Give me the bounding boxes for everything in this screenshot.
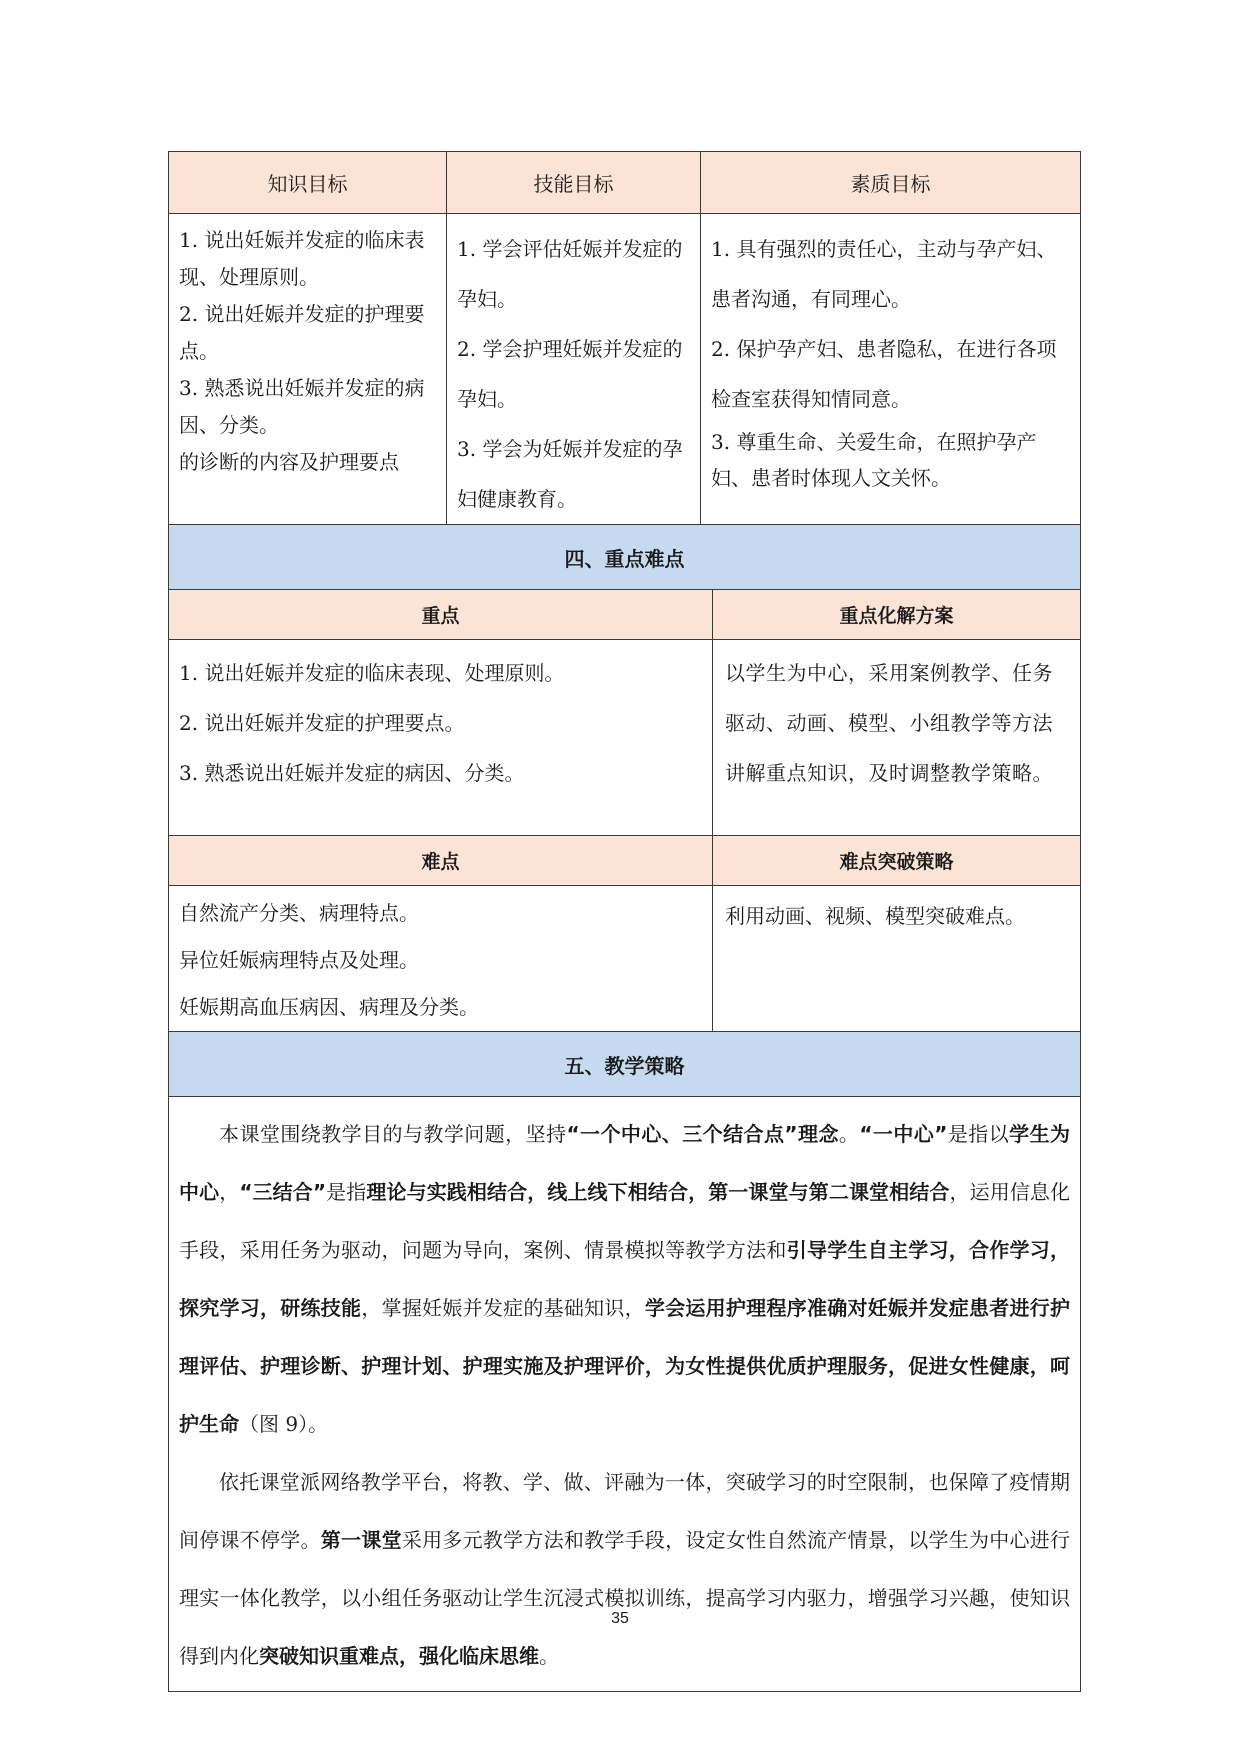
strategy-paragraph-2 [179, 1453, 1070, 1685]
body-text: 。 [539, 1644, 559, 1668]
difficult-point-item: 自然流产分类、病理特点。 [179, 901, 419, 925]
section-title-key-difficult: 四、重点难点 [169, 525, 1081, 590]
header-skill-goal: 技能目标 [447, 152, 701, 214]
knowledge-goal-item: 的诊断的内容及护理要点 [179, 450, 399, 474]
body-text: 是指以 [947, 1122, 1010, 1146]
key-point-item: 3. 熟悉说出妊娠并发症的病因、分类。 [179, 761, 525, 785]
key-point-item: 2. 说出妊娠并发症的护理要点。 [179, 711, 465, 735]
emphasis-text: 第一课堂 [320, 1528, 402, 1552]
header-key-points: 重点 [169, 590, 713, 640]
header-difficult-solution: 难点突破策略 [713, 836, 1081, 886]
body-text: 依托课堂派网络教学平台，将教、学、做、评融为一体，突破学习的时空限制，也保障了疫情期间停课不停学。 [179, 1470, 1070, 1552]
skill-goal-cell [447, 214, 701, 525]
knowledge-goal-item: 3. 熟悉说出妊娠并发症的病因、分类。 [179, 376, 425, 437]
header-difficult-points: 难点 [169, 836, 713, 886]
section-title-teaching-strategy: 五、教学策略 [169, 1032, 1081, 1097]
header-quality-goal: 素质目标 [701, 152, 1081, 214]
quality-goal-item: 2. 保护孕产妇、患者隐私，在进行各项检查室获得知情同意。 [711, 337, 1057, 411]
page-number: 35 [611, 1610, 629, 1627]
difficult-solution-cell: 利用动画、视频、模型突破难点。 [713, 886, 1081, 1032]
emphasis-text: “三结合” [239, 1180, 327, 1204]
emphasis-text: 突破知识重难点，强化临床思维 [259, 1644, 539, 1668]
body-text: 。 [838, 1122, 860, 1146]
body-text: （图 9）。 [239, 1412, 329, 1436]
skill-goal-item: 2. 学会护理妊娠并发症的孕妇。 [457, 337, 683, 411]
lesson-plan-table [168, 151, 1081, 1692]
emphasis-text: “一中心” [859, 1122, 948, 1146]
key-points-cell [169, 640, 713, 836]
knowledge-goal-item: 1. 说出妊娠并发症的临床表现、处理原则。 [179, 228, 425, 289]
body-text: 是指 [326, 1180, 367, 1204]
body-text: ， [219, 1180, 240, 1204]
emphasis-text: 理论与实践相结合，线上线下相结合，第一课堂与第二课堂相结合 [366, 1180, 950, 1204]
quality-goal-cell [701, 214, 1081, 525]
emphasis-text: 引导学生自主学习，合作学习，探究学习，研练技能 [179, 1238, 1071, 1320]
body-text: 采用多元教学方法和教学手段，设定女性自然流产情景，以学生为中心进行理实一体化教学，以小组任务驱动让学生沉浸式模拟训练，提高学习内驱力，增强学习兴趣，使知识得到内化 [179, 1528, 1071, 1668]
key-solution-cell: 以学生为中心，采用案例教学、任务驱动、动画、模型、小组教学等方法讲解重点知识，及时调整教学策略。 [713, 640, 1081, 836]
body-text: 本课堂围绕教学目的与教学问题，坚持 [219, 1122, 567, 1146]
document-page [168, 151, 1080, 1692]
quality-goal-item: 3. 尊重生命、关爱生命，在照护孕产妇、患者时体现人文关怀。 [711, 430, 1037, 490]
body-text: ，掌握妊娠并发症的基础知识， [361, 1296, 645, 1320]
emphasis-text: 学会运用护理程序准确对妊娠并发症患者进行护理评估、护理诊断、护理计划、护理实施及护理评价，为女性提供优质护理服务，促进女性健康，呵护生命 [179, 1296, 1071, 1436]
header-knowledge-goal: 知识目标 [169, 152, 447, 214]
strategy-paragraph-1 [179, 1105, 1070, 1453]
body-text: ，运用信息化手段，采用任务为驱动，问题为导向，案例、情景模拟等教学方法和 [179, 1180, 1071, 1262]
header-key-solution: 重点化解方案 [713, 590, 1081, 640]
difficult-point-item: 妊娠期高血压病因、病理及分类。 [179, 995, 479, 1019]
teaching-strategy-cell [169, 1097, 1081, 1692]
key-point-item: 1. 说出妊娠并发症的临床表现、处理原则。 [179, 661, 565, 685]
quality-goal-item: 1. 具有强烈的责任心，主动与孕产妇、患者沟通，有同理心。 [711, 237, 1057, 311]
difficult-point-item: 异位妊娠病理特点及处理。 [179, 948, 419, 972]
emphasis-text: 学生为中心 [179, 1122, 1071, 1204]
difficult-points-cell [169, 886, 713, 1032]
emphasis-text: “一个中心、三个结合点”理念 [566, 1122, 839, 1146]
knowledge-goal-cell [169, 214, 447, 525]
knowledge-goal-item: 2. 说出妊娠并发症的护理要点。 [179, 302, 425, 363]
skill-goal-item: 1. 学会评估妊娠并发症的孕妇。 [457, 237, 683, 311]
skill-goal-item: 3. 学会为妊娠并发症的孕妇健康教育。 [457, 437, 683, 511]
